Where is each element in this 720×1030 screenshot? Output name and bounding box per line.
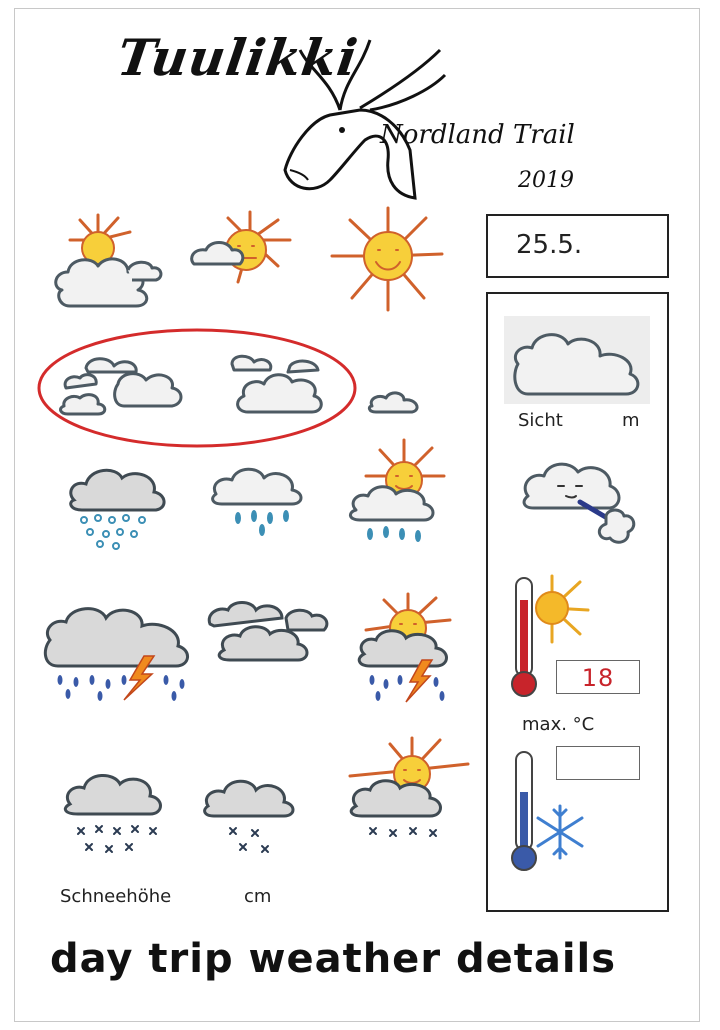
subtitle: Nordland Trail [380, 120, 575, 150]
footer-caption: day trip weather details [50, 936, 617, 982]
sun-small-cloud-icon[interactable] [188, 210, 308, 310]
sun-thunderstorm-icon[interactable] [352, 590, 472, 710]
cloudy-icon[interactable] [58, 348, 188, 418]
thunderstorm-icon[interactable] [40, 600, 200, 702]
hail-cloud-icon[interactable] [64, 458, 174, 550]
fog-icon[interactable] [502, 314, 652, 406]
brand-title: Tuulikki [113, 28, 362, 87]
sun-icon[interactable] [330, 206, 450, 316]
visibility-label: Sicht [518, 410, 563, 431]
cloudy-icon[interactable] [226, 350, 336, 416]
wind-icon[interactable] [518, 456, 642, 552]
small-cloud-icon[interactable] [366, 388, 426, 416]
sun-behind-cloud-icon[interactable] [50, 210, 170, 310]
max-temperature-field[interactable] [556, 660, 640, 694]
thermometer-snow-icon [502, 748, 592, 872]
rain-cloud-icon[interactable] [208, 458, 308, 538]
light-snow-icon[interactable] [200, 770, 300, 858]
sun-snow-icon[interactable] [340, 734, 474, 858]
detail-panel [486, 292, 669, 912]
date-value: 25.5. [516, 230, 583, 260]
snow-depth-label: Schneehöhe [60, 886, 172, 907]
visibility-unit: m [622, 410, 640, 431]
date-field[interactable] [486, 214, 669, 278]
snow-cloud-icon[interactable] [60, 766, 170, 860]
sun-rain-cloud-icon[interactable] [340, 436, 450, 552]
year: 2019 [518, 168, 574, 193]
max-temperature-label: max. °C [522, 714, 595, 735]
snow-depth-unit: cm [244, 886, 272, 907]
moose-logo-icon [270, 30, 450, 200]
heavy-clouds-icon[interactable] [204, 598, 334, 670]
max-temperature-value: 18 [581, 664, 615, 692]
